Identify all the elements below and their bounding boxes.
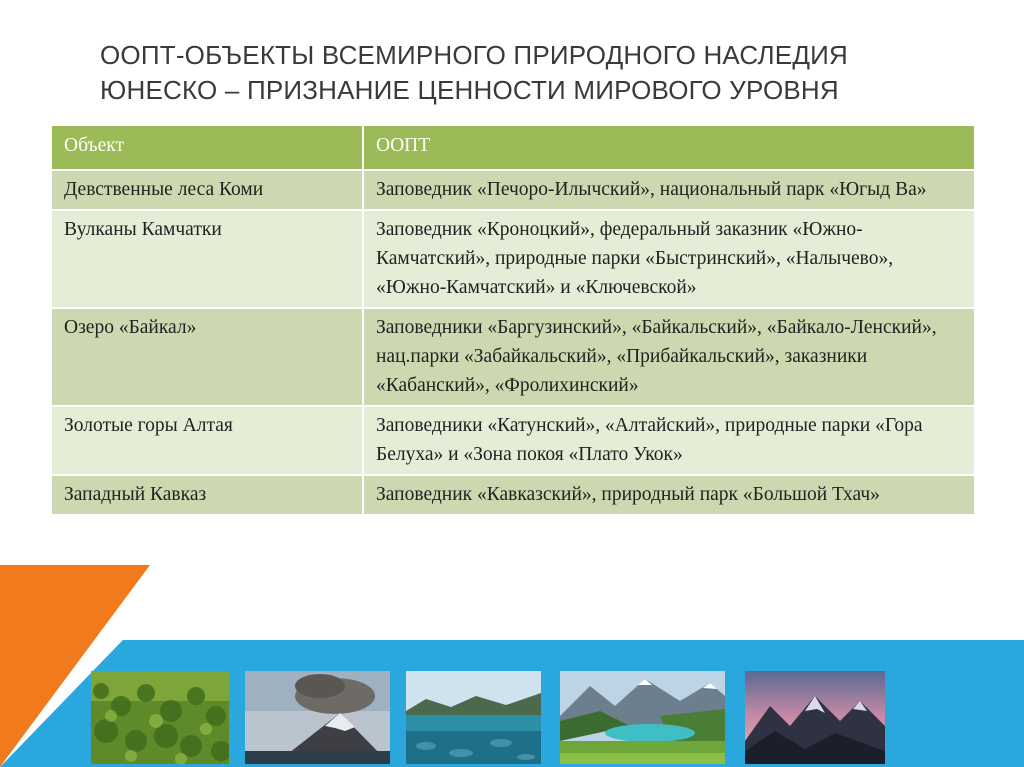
column-header-oopt: ООПТ (363, 125, 975, 170)
table-header-row (51, 125, 975, 170)
slide-title-line-2: ЮНЕСКО – ПРИЗНАНИЕ ЦЕННОСТИ МИРОВОГО УРОВНЯ (100, 75, 839, 105)
column-header-object: Объект (51, 125, 363, 170)
volcano-photo (245, 671, 390, 764)
cell-object: Вулканы Камчатки (51, 210, 363, 308)
lake-photo (406, 671, 541, 764)
mountain-lake-photo (560, 671, 725, 764)
cell-oopt: Заповедники «Катунский», «Алтайский», природные парки «Гора Белуха» и «Зона покоя «Плато Укок» (363, 406, 975, 475)
cell-oopt: Заповедники «Баргузинский», «Байкальский», «Байкало-Ленский», нац.парки «Забайкальский», «Прибайкальский», заказники «Кабанский», «Фролихинский» (363, 308, 975, 406)
table-row (51, 210, 975, 308)
table-row (51, 308, 975, 406)
cell-oopt: Заповедник «Кроноцкий», федеральный заказник «Южно-Камчатский», природные парки «Быстринский», «Налычево», «Южно-Камчатский» и «Ключевской» (363, 210, 975, 308)
cell-object: Золотые горы Алтая (51, 406, 363, 475)
cell-oopt: Заповедник «Кавказский», природный парк «Большой Тхач» (363, 475, 975, 515)
cell-object: Девственные леса Коми (51, 170, 363, 210)
table-row (51, 475, 975, 515)
cell-oopt: Заповедник «Печоро-Илычский», национальный парк «Югыд Ва» (363, 170, 975, 210)
forest-photo (91, 671, 229, 764)
cell-object: Озеро «Байкал» (51, 308, 363, 406)
mountains-photo (745, 671, 885, 764)
table-row (51, 406, 975, 475)
table-row (51, 170, 975, 210)
cell-object: Западный Кавказ (51, 475, 363, 515)
slide-title-line-1: ООПТ-ОБЪЕКТЫ ВСЕМИРНОГО ПРИРОДНОГО НАСЛЕДИЯ (100, 40, 848, 70)
slide-title (100, 38, 960, 108)
background-white-band (0, 560, 1024, 650)
heritage-table (50, 124, 976, 516)
